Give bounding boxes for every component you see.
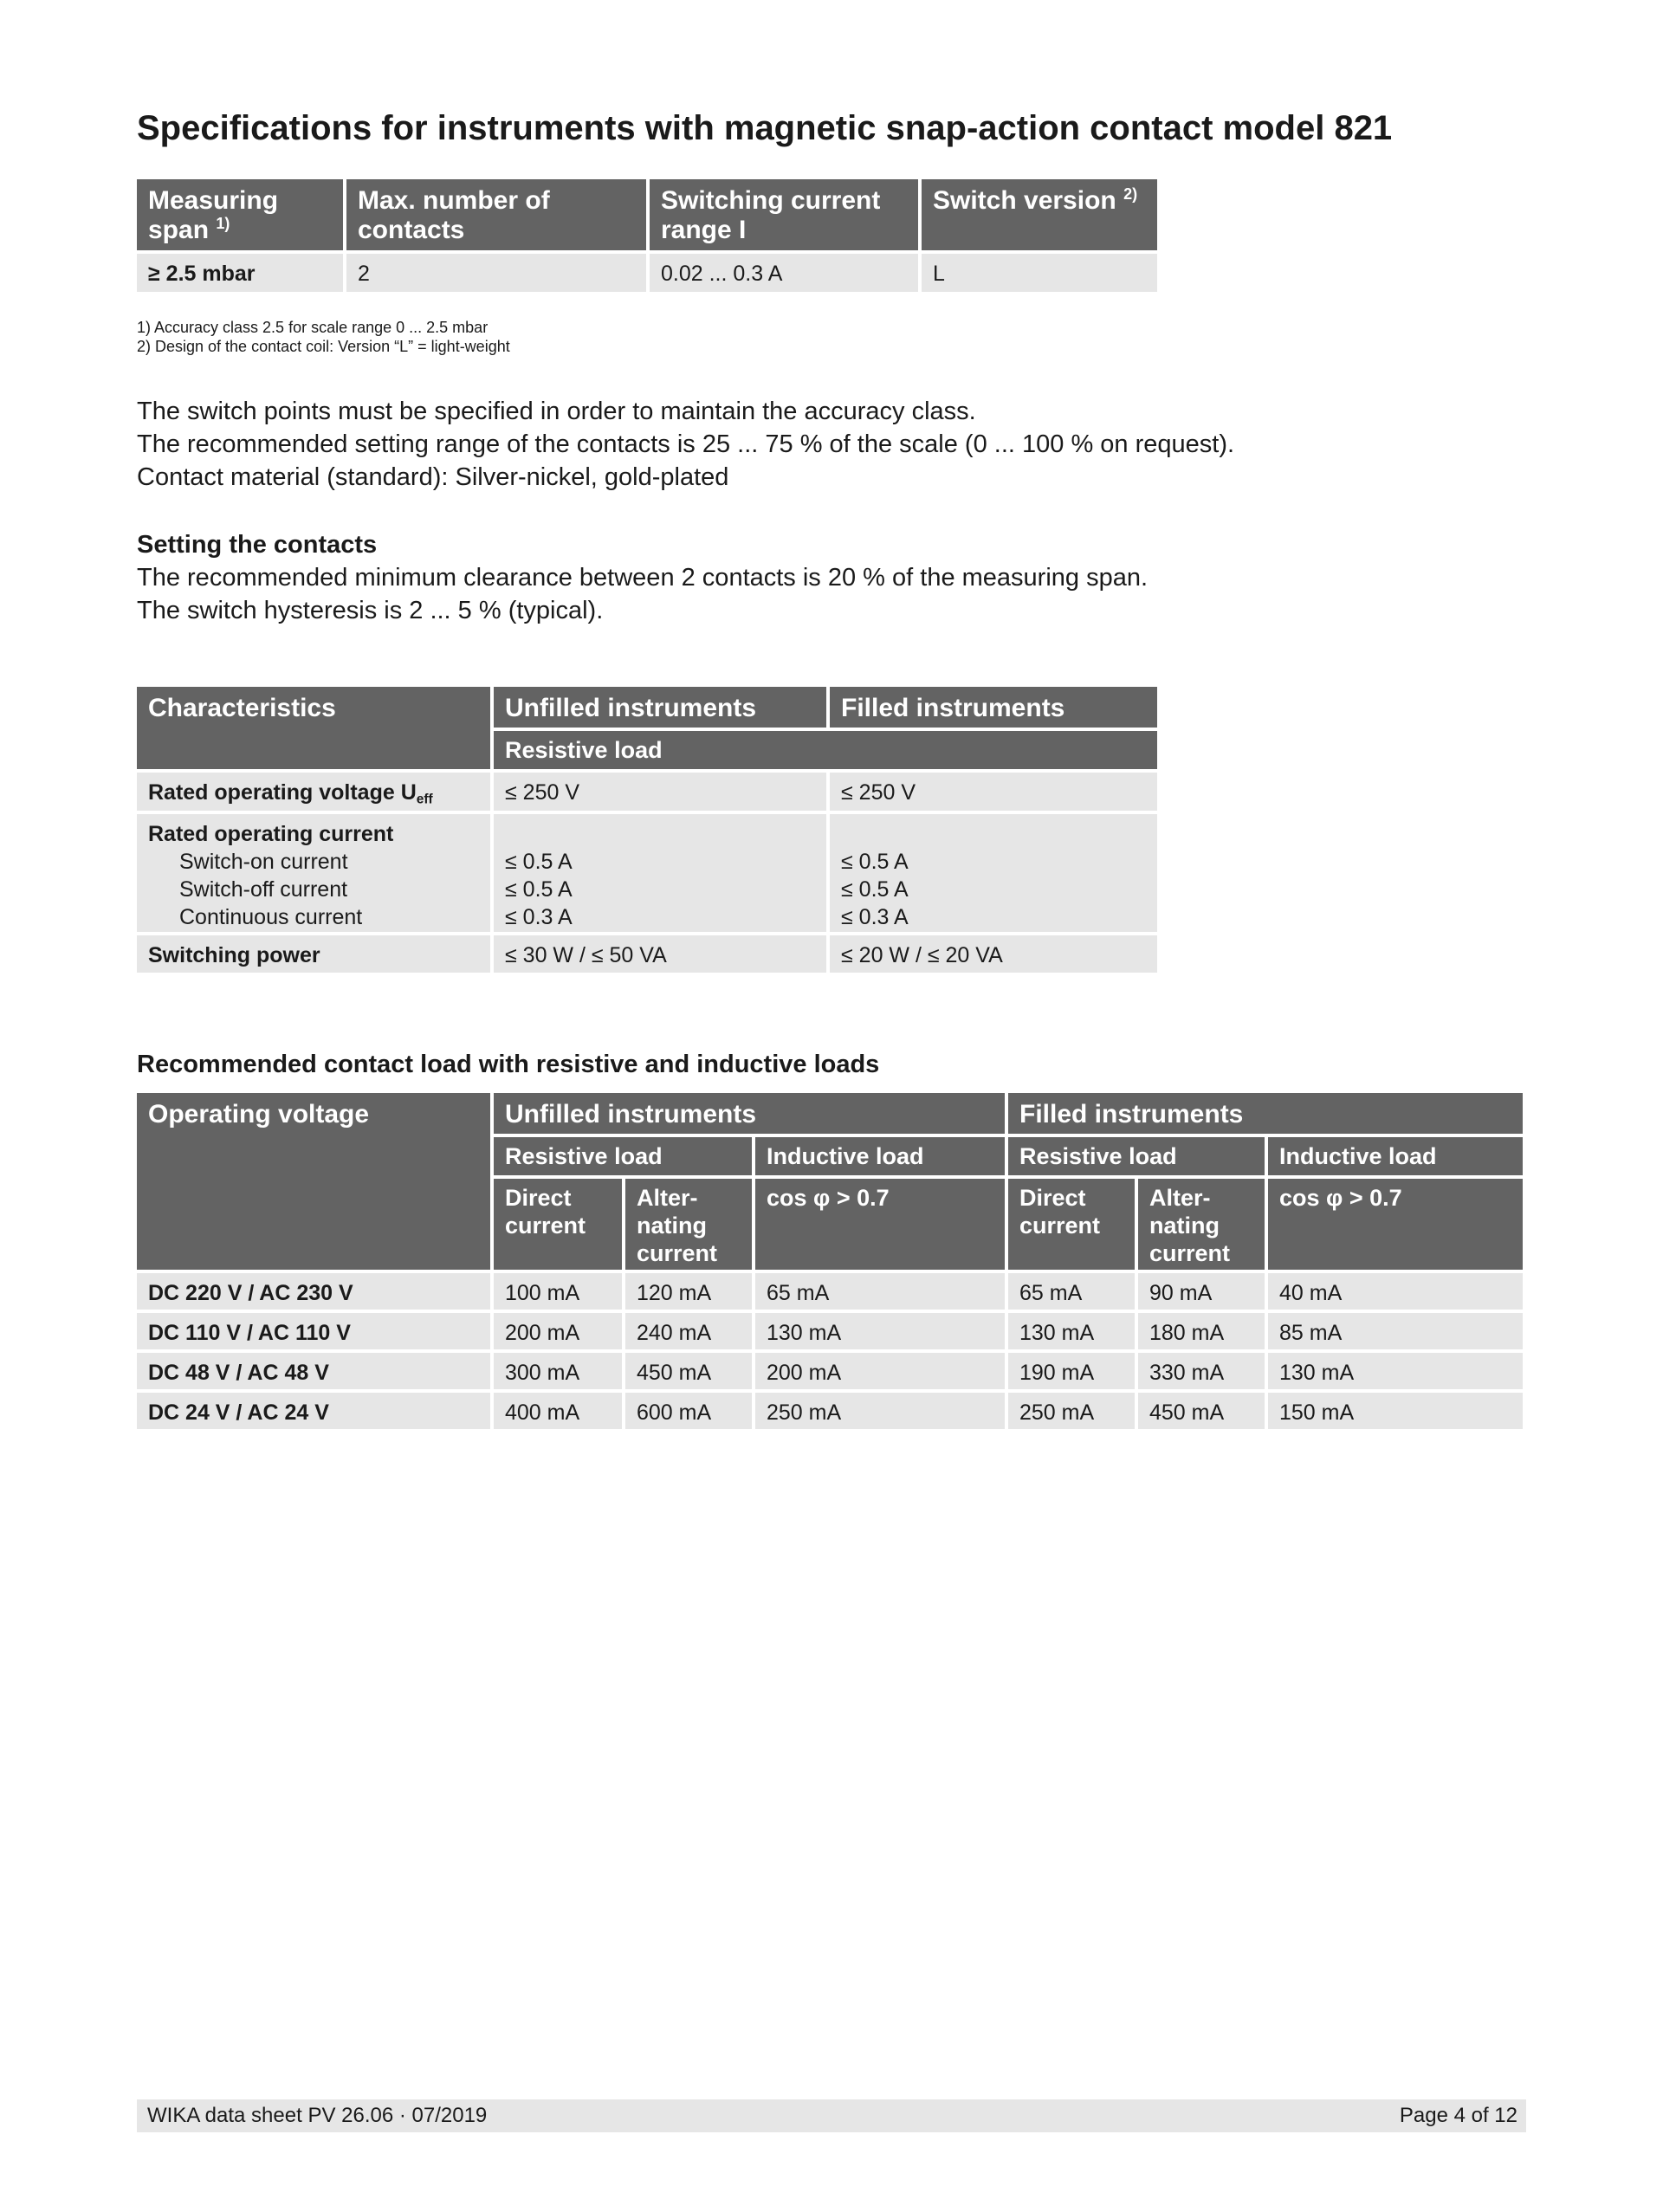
cell-measuring-span: ≥ 2.5 mbar [137, 254, 343, 292]
header-unfilled-alternating-current: Alter- nating current [625, 1179, 752, 1270]
header-filled-resistive: Resistive load [1008, 1137, 1265, 1175]
table-cell: 65 mA [755, 1273, 1005, 1310]
table-cell: 450 mA [1138, 1393, 1265, 1429]
footnotes [137, 318, 510, 356]
label-rated-voltage: Rated operating voltage $U_{eff}$ [137, 773, 490, 811]
header-filled-direct-current: Direct current [1008, 1179, 1135, 1270]
footer-page-number: Page 4 of 12 [1399, 2104, 1517, 2127]
table-cell: 300 mA [494, 1353, 622, 1389]
load-table [137, 1093, 1523, 1433]
header-unfilled-instruments: Unfilled instruments [494, 1093, 1005, 1134]
table-cell: 180 mA [1138, 1313, 1265, 1349]
header-measuring-span: Measuring span $^{1)}$ [137, 179, 343, 250]
unfilled-rated-voltage: ≤ 250 V [494, 773, 826, 811]
page-title: Specifications for instruments with magnetic snap-action contact model 821 [137, 109, 1393, 147]
header-unfilled-resistive: Resistive load [494, 1137, 752, 1175]
table-cell: 90 mA [1138, 1273, 1265, 1310]
label-switch-off-current: Switch-off current [179, 877, 348, 902]
intro-paragraphs [137, 395, 1234, 494]
header-filled-instruments: Filled instruments [1008, 1093, 1523, 1134]
setting-line: The switch hysteresis is 2 ... 5 % (typical). [137, 597, 604, 624]
label-continuous-current: Continuous current [179, 905, 363, 929]
load-section-title: Recommended contact load with resistive and inductive loads [137, 1051, 880, 1078]
spec-table [137, 179, 1157, 292]
setting-heading: Setting the contacts [137, 531, 378, 559]
unfilled-switching-power: ≤ 30 W / ≤ 50 VA [494, 935, 826, 973]
row-operating-voltage: DC 110 V / AC 110 V [137, 1313, 490, 1349]
characteristics-table [137, 687, 1157, 973]
table-cell: 130 mA [1268, 1353, 1523, 1389]
header-filled-alternating-current: Alter- nating current [1138, 1179, 1265, 1270]
table-cell: 600 mA [625, 1393, 752, 1429]
footnote-2: 2) Design of the contact coil: Version “L” = light-weight [137, 338, 510, 355]
paragraph-line: The recommended setting range of the contacts is 25 ... 75 % of the scale (0 ... 100 % on request). [137, 430, 1235, 458]
table-cell: 65 mA [1008, 1273, 1135, 1310]
paragraph-line: The switch points must be specified in order to maintain the accuracy class. [137, 398, 976, 425]
header-unfilled-inductive: Inductive load [755, 1137, 1005, 1175]
label-switch-on-current: Switch-on current [179, 850, 348, 874]
table-cell: 200 mA [494, 1313, 622, 1349]
unfilled-rated-current: ≤ 0.5 A ≤ 0.5 A ≤ 0.3 A [494, 814, 826, 932]
row-operating-voltage: DC 48 V / AC 48 V [137, 1353, 490, 1389]
table-cell: 190 mA [1008, 1353, 1135, 1389]
table-cell: 120 mA [625, 1273, 752, 1310]
table-cell: 130 mA [755, 1313, 1005, 1349]
footnote-1: 1) Accuracy class 2.5 for scale range 0 ... 2.5 mbar [137, 319, 489, 336]
paragraph-line: Contact material (standard): Silver-nickel, gold-plated [137, 463, 729, 491]
filled-switching-power: ≤ 20 W / ≤ 20 VA [830, 935, 1157, 973]
table-cell: 130 mA [1008, 1313, 1135, 1349]
header-switching-current: Switching current range I [650, 179, 918, 250]
header-filled-inductive: Inductive load [1268, 1137, 1523, 1175]
cell-switching-current: 0.02 ... 0.3 A [650, 254, 918, 292]
footer-doc-ref: WIKA data sheet PV 26.06 · 07/2019 [147, 2104, 488, 2127]
cell-switch-version: L [922, 254, 1157, 292]
page-footer [137, 2099, 1526, 2132]
label-switching-power: Switching power [137, 935, 490, 973]
setting-section [137, 528, 1148, 627]
table-cell: 450 mA [625, 1353, 752, 1389]
table-cell: 150 mA [1268, 1393, 1523, 1429]
table-cell: 330 mA [1138, 1353, 1265, 1389]
header-filled-cos-phi: cos φ > 0.7 [1268, 1179, 1523, 1270]
table-cell: 100 mA [494, 1273, 622, 1310]
header-max-contacts: Max. number of contacts [346, 179, 646, 250]
subheader-resistive-load: Resistive load [494, 731, 1157, 769]
header-unfilled-cos-phi: cos φ > 0.7 [755, 1179, 1005, 1270]
table-cell: 250 mA [755, 1393, 1005, 1429]
header-operating-voltage: Operating voltage [137, 1093, 490, 1270]
header-filled: Filled instruments [830, 687, 1157, 728]
table-cell: 400 mA [494, 1393, 622, 1429]
label-rated-current: Rated operating current Switch-on current Switch-off current Continuous current [137, 814, 490, 932]
table-cell: 40 mA [1268, 1273, 1523, 1310]
filled-rated-voltage: ≤ 250 V [830, 773, 1157, 811]
table-cell: 200 mA [755, 1353, 1005, 1389]
filled-rated-current: ≤ 0.5 A ≤ 0.5 A ≤ 0.3 A [830, 814, 1157, 932]
header-characteristics: Characteristics [137, 687, 490, 769]
row-operating-voltage: DC 24 V / AC 24 V [137, 1393, 490, 1429]
header-switch-version: Switch version $^{2)}$ [922, 179, 1157, 250]
setting-line: The recommended minimum clearance between 2 contacts is 20 % of the measuring span. [137, 564, 1149, 592]
header-unfilled-direct-current: Direct current [494, 1179, 622, 1270]
header-unfilled: Unfilled instruments [494, 687, 826, 728]
cell-max-contacts: 2 [346, 254, 646, 292]
table-cell: 85 mA [1268, 1313, 1523, 1349]
table-cell: 240 mA [625, 1313, 752, 1349]
table-cell: 250 mA [1008, 1393, 1135, 1429]
row-operating-voltage: DC 220 V / AC 230 V [137, 1273, 490, 1310]
